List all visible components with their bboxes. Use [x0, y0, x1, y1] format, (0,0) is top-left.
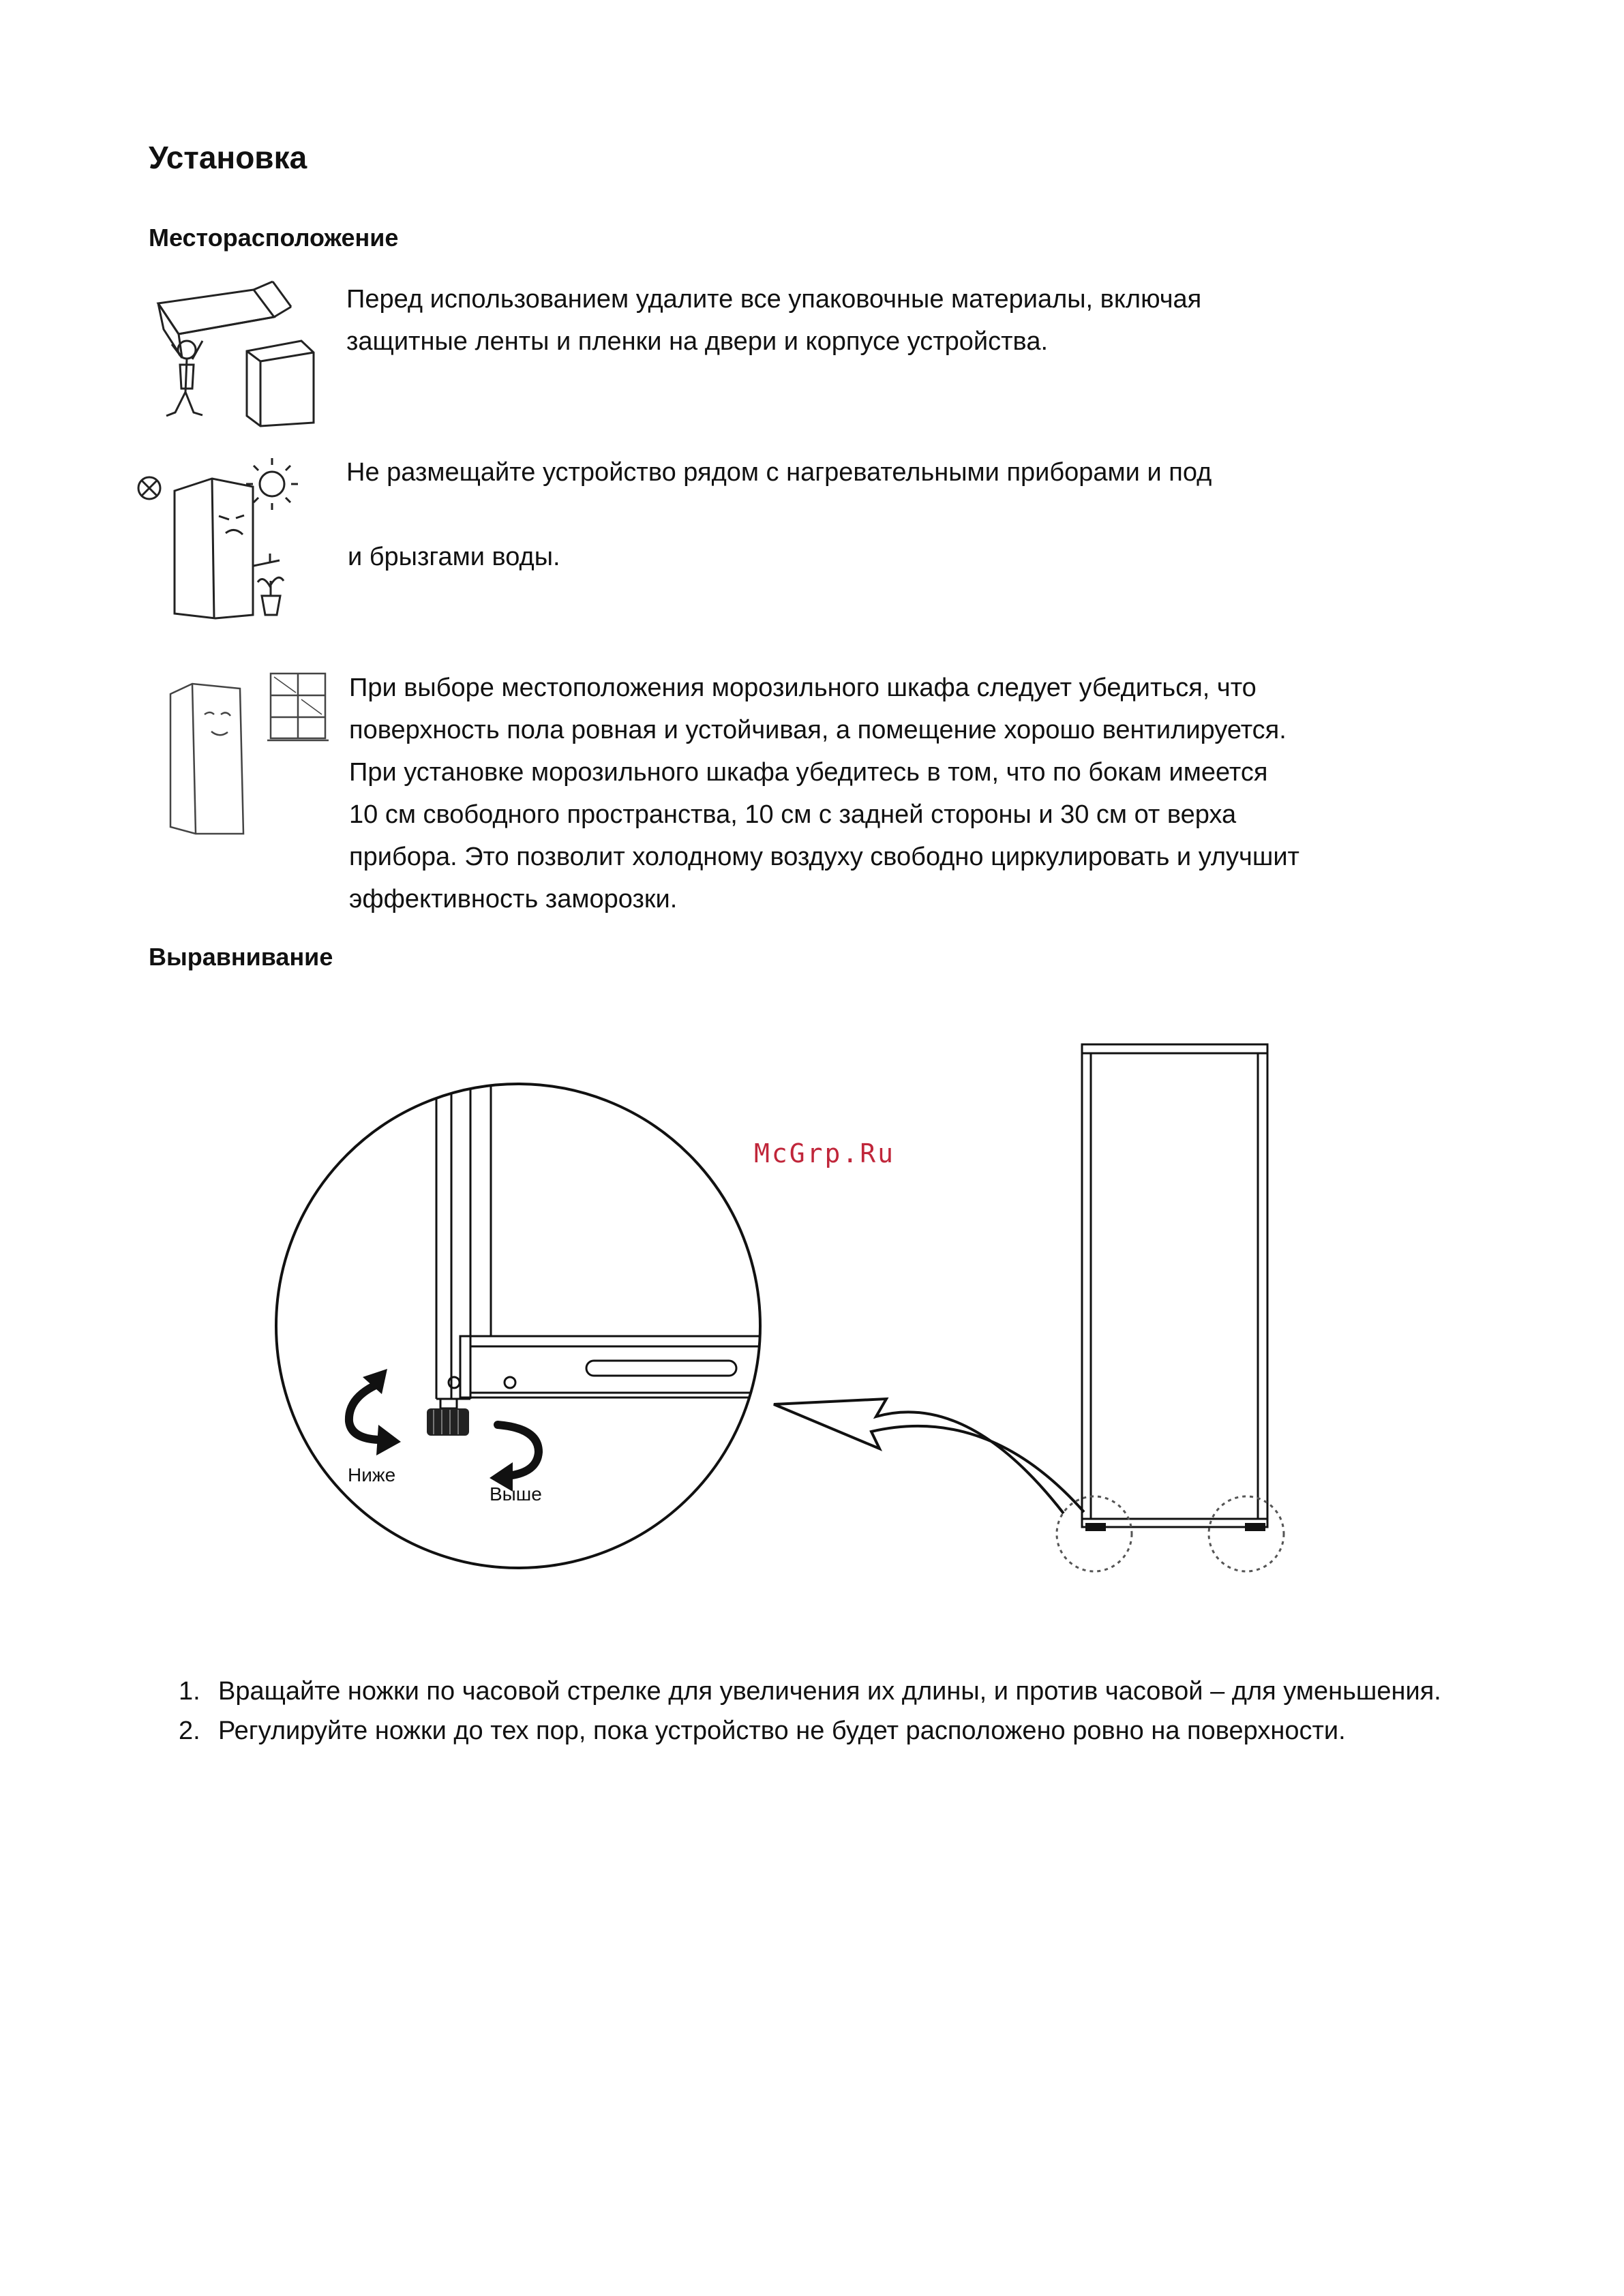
list-number: 2. — [179, 1717, 200, 1745]
list-item — [179, 1711, 1441, 1751]
text-line: Перед использованием удалите все упаковочные материалы, включая — [346, 285, 1202, 314]
text-line: поверхность пола ровная и устойчивая, а помещение хорошо вентилируется. — [349, 716, 1287, 744]
list-item — [179, 1672, 1441, 1711]
text-line-water: и брызгами воды. — [348, 543, 560, 571]
pointer-arrow — [774, 1399, 1084, 1513]
list-text: Вращайте ножки по часовой стрелке для увеличения их длины, и против часовой – для уменьшения. — [218, 1677, 1441, 1706]
watermark: McGrp.Ru — [754, 1138, 896, 1168]
label-lower: Ниже — [348, 1464, 396, 1485]
adjustable-foot — [427, 1399, 469, 1436]
freezer-outline — [1082, 1044, 1267, 1527]
text-line: прибора. Это позволит холодному воздуху свободно циркулировать и улучшит — [349, 843, 1299, 871]
text-line: При установке морозильного шкафа убедитесь в том, что по бокам имеется — [349, 758, 1268, 787]
text-line: защитные ленты и пленки на двери и корпусе устройства. — [346, 327, 1049, 356]
list-text: Регулируйте ножки до тех пор, пока устройство не будет расположено ровно на поверхности. — [218, 1717, 1346, 1745]
section-title-leveling: Выравнивание — [149, 943, 333, 971]
text-line-heat: Не размещайте устройство рядом с нагревательными приборами и под — [346, 458, 1212, 487]
page-title: Установка — [149, 140, 307, 175]
instruction-list — [179, 1672, 1441, 1751]
rotate-lower-arrow — [349, 1384, 378, 1440]
text-line: 10 см свободного пространства, 10 см с задней стороны и 30 см от верха — [349, 800, 1237, 829]
label-higher: Выше — [490, 1483, 542, 1505]
detail-circle-left — [1057, 1496, 1132, 1571]
text-line: При выборе местоположения морозильного шкафа следует убедиться, что — [349, 674, 1257, 702]
text-line: эффективность заморозки. — [349, 885, 678, 913]
rotate-higher-arrow — [498, 1425, 539, 1476]
detail-circle-right — [1209, 1496, 1284, 1571]
section-title-location: Месторасположение — [149, 224, 399, 252]
list-number: 1. — [179, 1677, 200, 1706]
